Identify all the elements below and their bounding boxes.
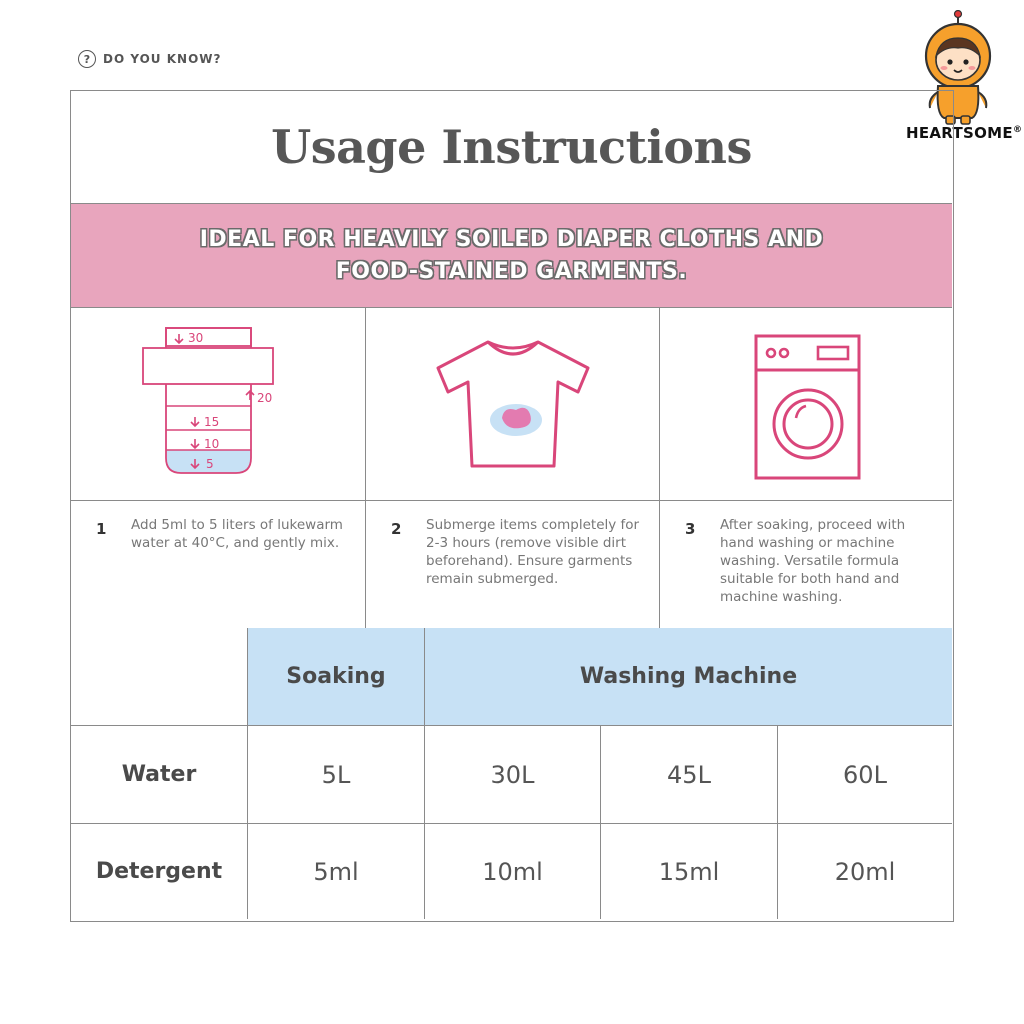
step-2-number: 2	[391, 520, 402, 538]
step-2-illustration	[366, 308, 659, 501]
stained-tshirt-icon	[366, 308, 660, 501]
water-soaking: 5L	[248, 726, 425, 824]
step-3-illustration	[660, 308, 952, 501]
detergent-machine-1: 10ml	[425, 824, 601, 919]
brand-name: HEARTSOME®	[906, 124, 1023, 142]
header-washing-machine: Washing Machine	[425, 628, 952, 726]
step-1	[71, 308, 366, 628]
step-2	[366, 308, 660, 628]
step-1-illustration	[71, 308, 365, 501]
step-3	[660, 308, 952, 628]
do-you-know-label: DO YOU KNOW?	[103, 52, 222, 66]
cup-mark-15: 15	[204, 415, 220, 429]
dosage-table	[71, 628, 952, 921]
header-soaking: Soaking	[248, 628, 425, 726]
water-machine-2: 45L	[601, 726, 778, 824]
measuring-cup-icon	[71, 308, 366, 501]
detergent-soaking: 5ml	[248, 824, 425, 919]
cup-mark-30: 30	[188, 331, 204, 345]
detergent-machine-3: 20ml	[834, 857, 896, 886]
detergent-machine-2: 15ml	[601, 824, 778, 919]
title-row	[71, 91, 952, 204]
highlight-banner	[71, 204, 952, 308]
cup-mark-5: 5	[206, 457, 214, 471]
step-3-number: 3	[685, 520, 696, 538]
step-1-text: Add 5ml to 5 liters of lukewarm water at 40°C, and gently mix.	[131, 517, 343, 551]
instruction-sheet	[70, 90, 954, 922]
page-title: Usage Instructions	[271, 120, 752, 174]
row-label-detergent: Detergent	[71, 824, 248, 919]
table-corner-cell	[71, 628, 248, 726]
water-machine-3: 60L	[778, 726, 952, 824]
steps-row	[71, 308, 952, 628]
water-machine-1: 30L	[425, 726, 601, 824]
washing-machine-icon	[660, 308, 952, 501]
step-1-number: 1	[96, 520, 107, 538]
cup-mark-10: 10	[204, 437, 220, 451]
step-3-text: After soaking, proceed with hand washing or machine washing. Versatile formula suitable for both hand and machine washing.	[720, 517, 906, 605]
step-2-text: Submerge items completely for 2-3 hours (remove visible dirt beforehand). Ensure garments remain submerged.	[426, 517, 640, 587]
do-you-know-header	[78, 50, 221, 68]
banner-text: IDEAL FOR HEAVILY SOILED DIAPER CLOTHS AND FOOD-STAINED GARMENTS.	[199, 226, 824, 284]
row-label-water: Water	[71, 726, 248, 824]
cup-mark-20: 20	[257, 391, 273, 405]
question-icon: ?	[78, 50, 96, 68]
